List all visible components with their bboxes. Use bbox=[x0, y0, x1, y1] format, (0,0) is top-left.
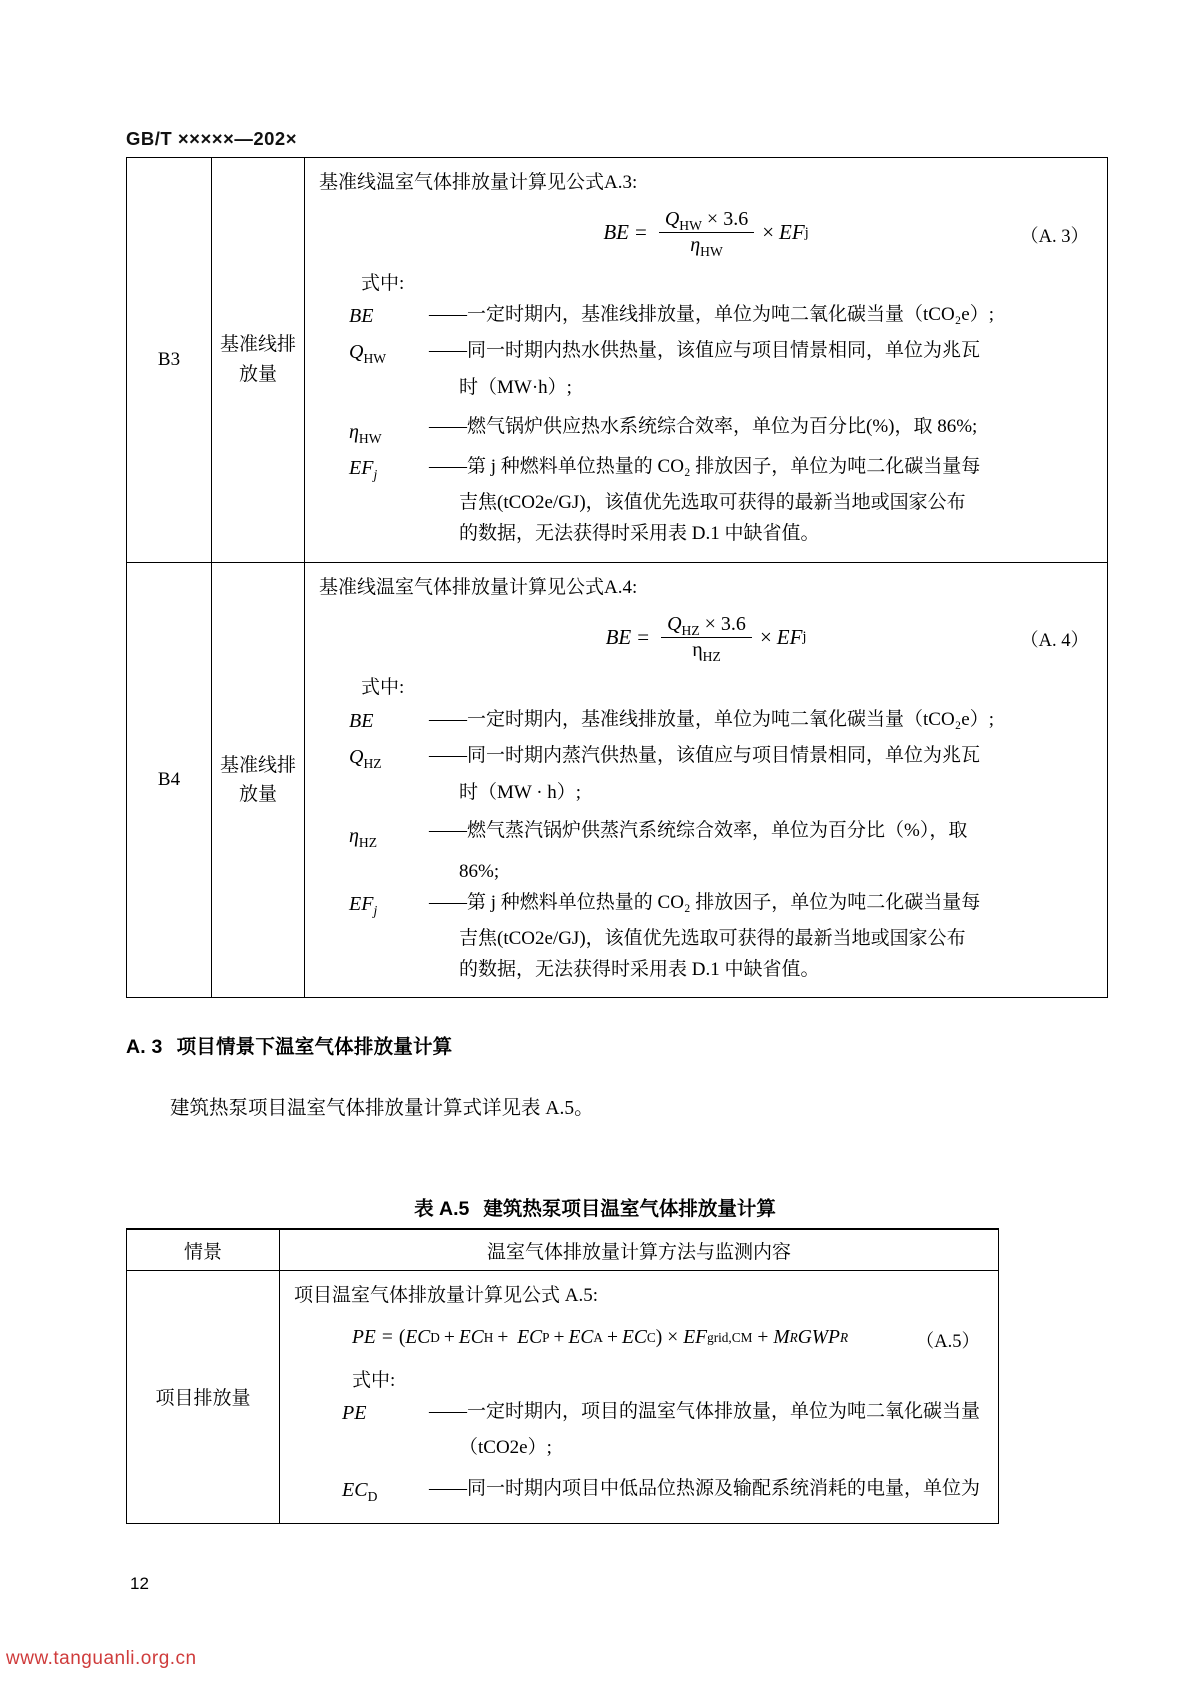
definition-text-continued: （tCO2e）; bbox=[459, 1437, 552, 1459]
row-scenario-b3: 基准线排放量 bbox=[212, 158, 305, 563]
page-number: 12 bbox=[130, 1574, 149, 1593]
table-header-row bbox=[127, 1229, 999, 1271]
denominator-var: η bbox=[690, 234, 701, 256]
shizhong-label-b3: 式中: bbox=[361, 272, 405, 294]
plus-sign: + bbox=[607, 1326, 618, 1348]
definition-text-continued: 的数据，无法获得时采用表 D.1 中缺省值。 bbox=[459, 958, 820, 980]
definition-text: ——同一时期内项目中低品位热源及输配系统消耗的电量，单位为 bbox=[429, 1478, 981, 1500]
term-ec-p: EC bbox=[517, 1326, 543, 1348]
column-header-scenario: 情景 bbox=[127, 1229, 280, 1271]
numerator-sub: HZ bbox=[681, 622, 700, 638]
denominator-sub: HW bbox=[700, 244, 723, 259]
definition-text-continued: 时（MW·h）; bbox=[459, 376, 572, 398]
definition-symbol: $\eta_{HZ}$ bbox=[349, 825, 378, 851]
definition-symbol: $\eta_{HW}$ bbox=[349, 420, 382, 446]
definition-item bbox=[319, 452, 1093, 484]
definition-item bbox=[319, 888, 1093, 920]
formula-number-a3: （A. 3） bbox=[1020, 226, 1089, 247]
formula-a4: BE = $\frac{Q_{HZ} \times 3.6}{\eta_{HZ}}$ × EF j bbox=[605, 612, 807, 664]
plus-sign: + bbox=[553, 1326, 565, 1348]
formula-a3-block bbox=[319, 202, 1093, 264]
definition-list-b4 bbox=[319, 705, 1093, 986]
definition-text: ——一定时期内，基准线排放量，单位为吨二氧化碳当量（tCO₂e）; bbox=[429, 708, 995, 730]
table-caption-title: 建筑热泵项目温室气体排放量计算 bbox=[483, 1198, 776, 1220]
formula-number-a4: （A. 4） bbox=[1020, 631, 1089, 652]
term-gwp-r: GWP bbox=[797, 1326, 840, 1348]
numerator-rest: × 3.6 bbox=[704, 612, 746, 635]
plus-sign: + bbox=[497, 1326, 509, 1348]
equals-sign: = bbox=[634, 220, 647, 244]
definition-text: ——第 j 种燃料单位热量的 CO₂ 排放因子，单位为吨二化碳当量每 bbox=[429, 455, 981, 477]
term-m-r: M bbox=[773, 1326, 790, 1348]
formula-lhs: BE bbox=[605, 624, 632, 649]
definition-list-a5 bbox=[294, 1397, 984, 1507]
column-header-method: 温室气体排放量计算方法与监测内容 bbox=[280, 1229, 999, 1271]
term-ec-d: EC bbox=[405, 1326, 431, 1348]
formula-tail: EF bbox=[776, 624, 803, 649]
fraction bbox=[659, 208, 754, 257]
table-row bbox=[127, 562, 1108, 998]
watermark-url: www.tanguanli.org.cn bbox=[6, 1648, 197, 1669]
numerator-var: Q bbox=[664, 208, 680, 230]
definition-symbol: $Q_{HW}$ bbox=[349, 341, 387, 367]
definition-text: ——同一时期内热水供热量，该值应与项目情景相同，单位为兆瓦 bbox=[429, 340, 981, 362]
definition-text-continued: 时（MW · h）; bbox=[459, 781, 582, 803]
definition-item bbox=[294, 1397, 984, 1429]
formula-tail: EF bbox=[779, 220, 805, 244]
table-row bbox=[127, 158, 1108, 563]
definition-symbol: $EF_j$ bbox=[349, 456, 378, 482]
definition-symbol: BE bbox=[349, 305, 374, 327]
equals-sign: = bbox=[637, 624, 650, 649]
formula-lhs: BE bbox=[603, 220, 629, 244]
definition-text: ——燃气锅炉供应热水系统综合效率，单位为百分比(%)，取 86%; bbox=[429, 415, 978, 437]
denominator-sub: HZ bbox=[702, 648, 721, 664]
definition-item bbox=[319, 336, 1093, 368]
formula-a5-block bbox=[294, 1315, 984, 1361]
definition-symbol: PE bbox=[342, 1402, 367, 1424]
definition-item bbox=[319, 816, 1093, 852]
row-content-project bbox=[280, 1271, 999, 1524]
definition-symbol: $Q_{HZ}$ bbox=[349, 746, 382, 772]
row-scenario-b4: 基准线排放量 bbox=[212, 562, 305, 998]
term-ec-a: EC bbox=[568, 1326, 594, 1348]
row-scenario-project: 项目排放量 bbox=[127, 1271, 280, 1524]
definition-text: ——一定时期内，基准线排放量，单位为吨二氧化碳当量（tCO₂e）; bbox=[429, 304, 995, 325]
formula-lead-a4: 基准线温室气体排放量计算见公式A.4: bbox=[319, 576, 638, 598]
factor-ef: EF bbox=[683, 1326, 708, 1348]
row-code-b3: B3 bbox=[127, 158, 212, 563]
definition-symbol: $EC_D$ bbox=[342, 1479, 378, 1505]
shizhong-label-a5: 式中: bbox=[352, 1369, 396, 1391]
definition-text-continued: 吉焦(tCO2e/GJ)，该值优先选取可获得的最新当地或国家公布 bbox=[459, 492, 966, 514]
formula-lead-a3: 基准线温室气体排放量计算见公式A.3: bbox=[319, 172, 638, 193]
row-content-b3 bbox=[305, 158, 1108, 563]
definition-text-continued: 的数据，无法获得时采用表 D.1 中缺省值。 bbox=[459, 523, 820, 545]
multiply-sign: × bbox=[667, 1326, 679, 1348]
fraction-numerator bbox=[659, 208, 754, 233]
formula-a5: PE = ( EC D + EC H + EC P + EC A + EC C ) × EF grid,CM + M R GWP R bbox=[352, 1326, 849, 1348]
formula-a3: BE = $\frac{Q_{HW} \times 3.6}{\eta_{HW}}$ × EF j bbox=[603, 208, 809, 259]
shizhong-label-b4: 式中: bbox=[361, 677, 405, 699]
term-ec-c: EC bbox=[622, 1326, 647, 1348]
row-content-b4 bbox=[305, 562, 1108, 998]
definition-symbol: BE bbox=[349, 709, 374, 732]
section-paragraph: 建筑热泵项目温室气体排放量计算式详见表 A.5。 bbox=[170, 1098, 594, 1119]
definition-text: ——同一时期内蒸汽供热量，该值应与项目情景相同，单位为兆瓦 bbox=[429, 745, 981, 767]
fraction bbox=[661, 613, 752, 662]
formula-lhs: PE bbox=[352, 1326, 376, 1348]
table-caption-a5 bbox=[0, 1193, 1190, 1221]
definition-text: ——第 j 种燃料单位热量的 CO₂ 排放因子，单位为吨二化碳当量每 bbox=[429, 891, 981, 913]
definition-list-b3 bbox=[319, 300, 1093, 550]
section-number: A. 3 bbox=[126, 1036, 163, 1058]
definition-symbol: $EF_j$ bbox=[349, 892, 378, 918]
table-caption-number: 表 A.5 bbox=[414, 1198, 470, 1220]
definition-item bbox=[319, 412, 1093, 448]
fraction-denominator bbox=[686, 638, 727, 662]
running-header-standard-code: GB/T ×××××—202× bbox=[126, 128, 298, 149]
numerator-rest: × 3.6 bbox=[706, 208, 749, 230]
definition-item bbox=[319, 705, 1093, 737]
fraction-denominator bbox=[684, 233, 729, 257]
definition-item bbox=[319, 741, 1093, 773]
equals-sign: = bbox=[381, 1326, 393, 1348]
formula-a4-block bbox=[319, 606, 1093, 668]
project-emission-table bbox=[126, 1228, 999, 1524]
numerator-sub: HW bbox=[679, 218, 702, 233]
term-ec-h: EC bbox=[458, 1326, 484, 1348]
numerator-var: Q bbox=[667, 612, 682, 635]
multiply-sign: × bbox=[762, 220, 775, 244]
definition-text-continued: 86%; bbox=[459, 860, 500, 882]
row-code-b4: B4 bbox=[127, 562, 212, 998]
definition-item bbox=[319, 300, 1093, 332]
fraction-numerator bbox=[661, 613, 752, 638]
baseline-emission-table bbox=[126, 157, 1108, 998]
table-row bbox=[127, 1271, 999, 1524]
section-title: 项目情景下温室气体排放量计算 bbox=[176, 1036, 453, 1058]
formula-lead-a5: 项目温室气体排放量计算见公式 A.5: bbox=[294, 1285, 599, 1306]
open-paren: ( bbox=[398, 1326, 406, 1348]
formula-number-a5: （A.5） bbox=[915, 1331, 980, 1352]
multiply-sign: × bbox=[759, 624, 772, 649]
definition-text: ——燃气蒸汽锅炉供蒸汽系统综合效率，单位为百分比（%），取 bbox=[429, 820, 968, 842]
denominator-var: η bbox=[692, 638, 703, 661]
plus-sign: + bbox=[757, 1326, 769, 1348]
definition-item bbox=[294, 1474, 984, 1506]
section-heading-a3 bbox=[126, 1031, 452, 1059]
definition-text: ——一定时期内，项目的温室气体排放量，单位为吨二氧化碳当量 bbox=[429, 1401, 981, 1422]
close-paren: ) bbox=[655, 1326, 663, 1348]
definition-text-continued: 吉焦(tCO2e/GJ)，该值优先选取可获得的最新当地或国家公布 bbox=[459, 927, 966, 949]
plus-sign: + bbox=[443, 1326, 455, 1348]
